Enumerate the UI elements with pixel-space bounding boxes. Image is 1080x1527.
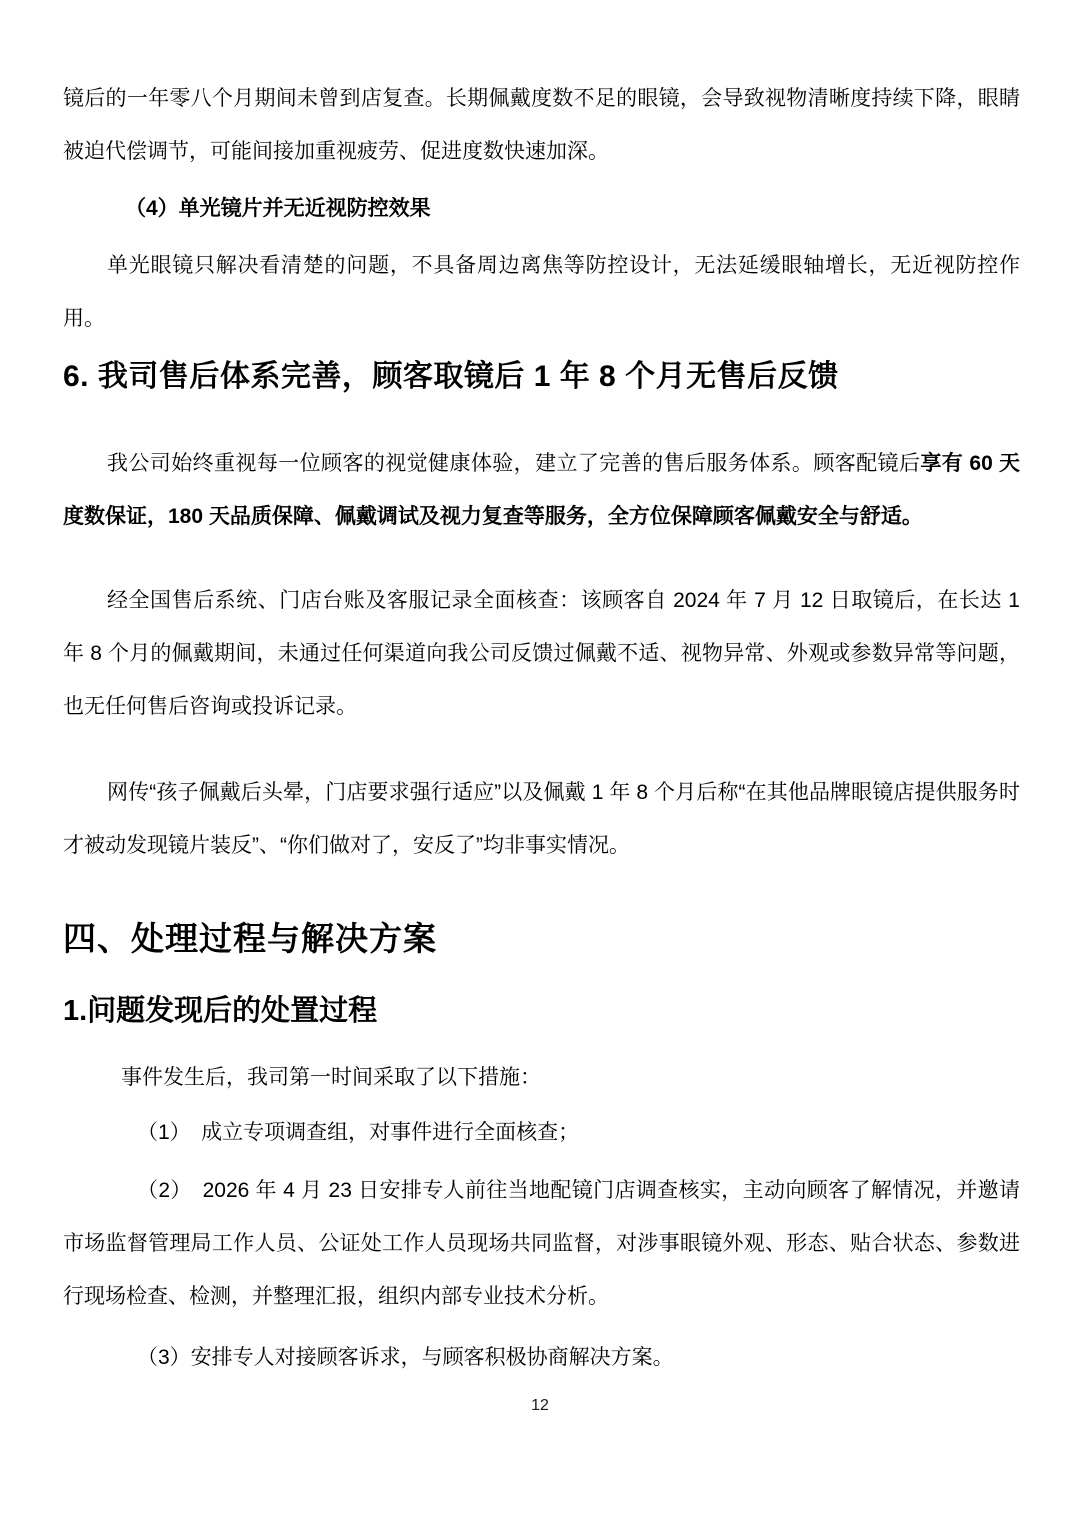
paragraph-rumor: 网传“孩子佩戴后头晕，门店要求强行适应”以及佩戴 1 年 8 个月后称“在其他品牌眼镜店提供服务时才被动发现镜片装反”、“你们做对了，安反了”均非事实情况。 [63, 781, 1020, 857]
section-6-heading: 6. 我司售后体系完善，顾客取镜后 1 年 8 个月无售后反馈 [63, 360, 839, 393]
paragraph-verification: 经全国售后系统、门店台账及客服记录全面核查：该顾客自 2024 年 7 月 12 日取镜后，在长达 1 年 8 个月的佩戴期间，未通过任何渠道向我公司反馈过佩戴不适、视物异常、外观或参数异常等问题，也无任何售后咨询或投诉记录。 [63, 589, 1020, 718]
page-number: 12 [531, 1397, 549, 1414]
list-item-3: （3）安排专人对接顾客诉求，与顾客积极协商解决方案。 [137, 1346, 674, 1369]
subpoint-4-heading: （4）单光镜片并无近视防控效果 [125, 197, 431, 220]
paragraph-continuation: 镜后的一年零八个月期间未曾到店复查。长期佩戴度数不足的眼镜，会导致视物清晰度持续下降，眼睛被迫代偿调节，可能间接加重视疲劳、促进度数快速加深。 [63, 87, 1020, 163]
list-item-1: （1） 成立专项调查组，对事件进行全面核查； [137, 1121, 580, 1144]
list-item-2: （2） 2026 年 4 月 23 日安排专人前往当地配镜门店调查核实，主动向顾客了解情况，并邀请市场监督管理局工作人员、公证处工作人员现场共同监督，对涉事眼镜外观、形态、贴合状态、参数进行现场检查、检测，并整理汇报，组织内部专业技术分析。 [63, 1179, 1020, 1308]
aftersales-normal-text: 我公司始终重视每一位顾客的视觉健康体验，建立了完善的售后服务体系。顾客配镜后 [107, 452, 921, 475]
paragraph-measures-intro: 事件发生后，我司第一时间采取了以下措施： [121, 1066, 541, 1089]
aftersales-bold-text: 享有 60 天度数保证，180 天品质保障、佩戴调试及视力复查等服务，全方位保障顾客佩戴安全与舒适。 [63, 452, 1021, 528]
paragraph-aftersales [63, 437, 1020, 543]
subsection-1-heading: 1.问题发现后的处置过程 [63, 995, 378, 1027]
paragraph-single-vision: 单光眼镜只解决看清楚的问题，不具备周边离焦等防控设计，无法延缓眼轴增长，无近视防控作用。 [63, 254, 1020, 330]
chapter-4-heading: 四、处理过程与解决方案 [63, 920, 437, 957]
